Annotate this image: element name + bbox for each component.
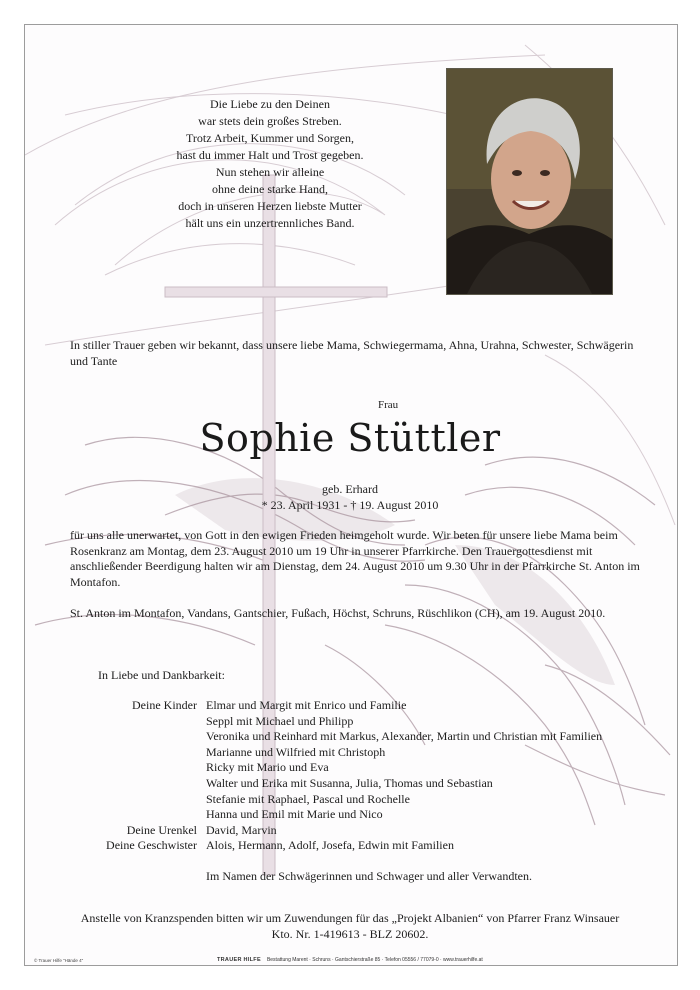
artwork-credit: © Trauer Hilfe "Hände 4": [34, 958, 84, 963]
family-members: Seppl mit Michael und Philipp: [206, 713, 354, 728]
family-row: [70, 760, 602, 776]
service-details: für uns alle unerwartet, von Gott in den ewigen Frieden heimgeholt wurde. Wir beten für unsere liebe Mama beim Rosenkranz am Montag, dem 23. August 2010 um 19 Uhr in unserer Pfarrkirche. Den Trauergottesdienst mit anschließender Beerdigung halten wir am Dienstag, dem 24. August 2010 um 9.30 Uhr in der Pfarrkirche St. Anton im Montafon.: [70, 528, 640, 589]
family-group-label: Deine Urenkel: [126, 822, 197, 837]
family-group-label: [70, 714, 206, 730]
family-members: Alois, Hermann, Adolf, Josefa, Edwin mit Familien: [206, 838, 454, 853]
family-members: David, Marvin: [206, 822, 277, 837]
announcement-body: [70, 528, 660, 637]
poem-line: hält uns ein unzertrennliches Band.: [185, 216, 355, 230]
portrait-photo: [447, 69, 612, 294]
poem-line: ohne deine starke Hand,: [212, 182, 328, 196]
announcement-intro: In stiller Trauer geben wir bekannt, dass unsere liebe Mama, Schwiegermama, Ahna, Urahna, Schwester, Schwägerin und Tante: [70, 338, 634, 368]
family-group-label: [70, 729, 206, 745]
family-group-label: Deine Geschwister: [106, 838, 197, 853]
poem-line: Nun stehen wir alleine: [215, 165, 325, 179]
poem-line: Trotz Arbeit, Kummer und Sorgen,: [186, 131, 354, 145]
poem-line: war stets dein großes Streben.: [198, 114, 342, 128]
funeral-home-footer: [217, 957, 483, 963]
family-row: [70, 823, 602, 839]
family-group-label: [70, 745, 206, 761]
family-group-label: [70, 792, 206, 808]
family-row: [70, 807, 602, 823]
family-row: [70, 792, 602, 808]
donation-text: Anstelle von Kranzspenden bitten wir um Zuwendungen für das „Projekt Albanien“ von Pfarrer Franz Winsauer: [80, 911, 620, 925]
family-row: [70, 698, 602, 714]
family-members: Elmar und Margit mit Enrico und Familie: [206, 698, 407, 712]
family-list: [70, 698, 602, 854]
family-members: Walter und Erika mit Susanna, Julia, Thomas und Sebastian: [206, 775, 493, 790]
family-group-label: [70, 776, 206, 792]
family-members: Marianne und Wilfried mit Christoph: [206, 744, 386, 759]
portrait-image: [447, 69, 612, 294]
family-members: Stefanie mit Raphael, Pascal und Rochelle: [206, 791, 410, 806]
family-members: Hanna und Emil mit Marie und Nico: [206, 807, 383, 822]
family-row: [70, 776, 602, 792]
family-row: [70, 729, 602, 745]
memorial-poem: [120, 96, 420, 232]
funeral-home-contact: Bestattung Marent · Schruns · Gantschierstraße 85 · Telefon 05556 / 77079-0 · www.trauerhilfe.at: [266, 957, 483, 963]
life-dates: * 23. April 1931 - † 19. August 2010: [261, 498, 439, 512]
poem-line: hast du immer Halt und Trost gegeben.: [176, 148, 364, 162]
dankbarkeit-heading: In Liebe und Dankbarkeit:: [98, 668, 225, 682]
family-group-label: Deine Kinder: [132, 698, 197, 712]
poem-line: Die Liebe zu den Deinen: [210, 97, 330, 111]
family-row: [70, 745, 602, 761]
family-members: Ricky mit Mario und Eva: [206, 760, 329, 775]
bank-account: Kto. Nr. 1-419613 - BLZ 20602.: [271, 926, 429, 941]
deceased-name: Sophie Stüttler: [199, 416, 501, 460]
poem-line: doch in unseren Herzen liebste Mutter: [178, 199, 362, 213]
family-members: Veronika und Reinhard mit Markus, Alexander, Martin und Christian mit Familien: [206, 729, 603, 744]
family-group-label: [70, 760, 206, 776]
brand-label: TRAUER HILFE: [217, 957, 261, 963]
birth-name: geb. Erhard: [322, 482, 378, 496]
honorific: Frau: [378, 399, 399, 411]
donation-request: [0, 911, 700, 942]
place-date-line: St. Anton im Montafon, Vandans, Gantschier, Fußach, Höchst, Schruns, Rüschlikon (CH), am 19. August 2010.: [70, 605, 606, 620]
closing-line: Im Namen der Schwägerinnen und Schwager und aller Verwandten.: [206, 869, 533, 883]
family-row: [70, 838, 602, 854]
family-row: [70, 714, 602, 730]
family-group-label: [70, 807, 206, 823]
